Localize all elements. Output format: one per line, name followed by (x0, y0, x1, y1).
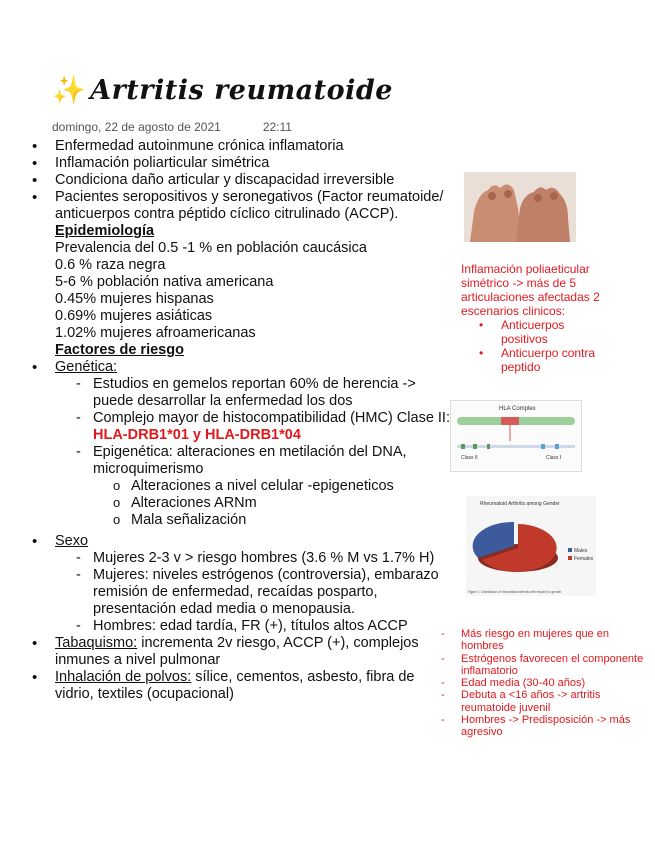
list-item-tabaquismo (30, 635, 450, 669)
pie-caption: Figure 1: Distribution of rheumatoid arthritis with respect to gender. (468, 590, 563, 594)
hla-title: HLA Complex (499, 406, 536, 412)
genetica-label: Genética: (55, 359, 118, 375)
note-body (30, 138, 450, 703)
inhalacion-label: Inhalación de polvos: (55, 669, 192, 685)
page-title (52, 74, 393, 106)
epi-line: 0.45% mujeres hispanas (55, 291, 214, 307)
side-note-item: • Anticuerpo contra peptido (461, 346, 611, 374)
list-item: o Alteraciones ARNm (30, 495, 450, 512)
pie-legend-females: Females (574, 556, 594, 562)
side-note-item: - Edad media (30-40 años) (438, 677, 648, 689)
list-item: • Inflamación poliarticular simétrica (30, 155, 450, 172)
epi-line: 0.69% mujeres asiáticas (55, 308, 213, 324)
epi-line: 0.6 % raza negra (55, 257, 166, 273)
pie-legend-males: Males (574, 548, 588, 554)
hands-image (464, 172, 576, 242)
side-note-1 (461, 262, 611, 374)
hla-legend-class2: Class II (461, 455, 478, 461)
sparkles-icon: ✨ (52, 75, 87, 106)
hands-photo (464, 172, 576, 242)
list-item: - Epigenética: alteraciones en metilación del DNA, microquimerismo (30, 444, 450, 478)
sexo-label: Sexo (55, 533, 89, 549)
epi-line: 1.02% mujeres afroamericanas (55, 325, 256, 341)
section-heading-epidemiologia: Epidemiología (55, 223, 155, 239)
side-note-2 (438, 628, 648, 739)
list-item-genetica (30, 359, 450, 376)
section-heading-factores: Factores de riesgo (55, 342, 184, 358)
side-note-item: • Anticuerpos positivos (461, 318, 611, 346)
side-note-item: - Estrógenos favorecen el componente inflamatorio (438, 653, 648, 678)
gender-pie-figure (466, 496, 596, 596)
list-item: - Estudios en gemelos reportan 60% de herencia -> puede desarrollar la enfermedad los dos (30, 376, 450, 410)
side-note-text: Inflamación poliaeticular simétrico -> más de 5 articulaciones afectadas 2 escenarios clinicos: (461, 262, 600, 318)
epi-line: Prevalencia del 0.5 -1 % en población caucásica (55, 240, 367, 256)
hmc-text: Complejo mayor de histocompatibilidad (HMC) Clase II: (93, 410, 450, 426)
time-text: 22:11 (262, 120, 292, 134)
list-item: o Alteraciones a nivel celular -epigeneticos (30, 478, 450, 495)
side-note-item: - Más riesgo en mujeres que en hombres (438, 628, 648, 653)
hla-legend-class1: Class I (546, 455, 562, 461)
list-item: - Hombres: edad tardía, FR (+), títulos altos ACCP (30, 618, 450, 635)
note-date (52, 120, 292, 134)
side-note-item: - Hombres -> Predisposición -> más agresivo (438, 714, 648, 739)
hla-alleles: HLA-DRB1*01 y HLA-DRB1*04 (93, 427, 301, 443)
tabaquismo-text: incrementa 2v riesgo, ACCP (+), complejos inmunes a nivel pulmonar (55, 635, 419, 668)
pie-title: Rheumatoid Arthritis among Gender (480, 501, 560, 507)
list-item: - Mujeres 2-3 v > riesgo hombres (3.6 % M vs 1.7% H) (30, 550, 450, 567)
list-item: o Mala señalización (30, 512, 450, 529)
tabaquismo-label: Tabaquismo: (55, 635, 138, 651)
list-item: • Pacientes seropositivos y seronegativos (Factor reumatoide/ anticuerpos contra péptido cíclico citrulinado (ACCP). (30, 189, 450, 223)
list-item: - Mujeres: niveles estrógenos (controversia), embarazo remisión de enfermedad, recaídas posparto, presentación edad media o menopausia. (30, 567, 450, 618)
list-item: • Condiciona daño articular y discapacidad irreversible (30, 172, 450, 189)
date-text: domingo, 22 de agosto de 2021 (52, 120, 221, 134)
side-note-item: - Debuta a <16 años -> artritis reumatoide juvenil (438, 689, 648, 714)
list-item (30, 410, 450, 444)
epi-line: 5-6 % población nativa americana (55, 274, 274, 290)
page-title-text: Artritis reumatoide (90, 75, 393, 106)
list-item-inhalacion (30, 669, 450, 703)
list-item-sexo (30, 533, 450, 550)
list-item: • Enfermedad autoinmune crónica inflamatoria (30, 138, 450, 155)
inhalacion-text: sílice, cementos, asbesto, fibra de vidrio, textiles (ocupacional) (55, 669, 415, 702)
hla-complex-figure (450, 400, 582, 472)
